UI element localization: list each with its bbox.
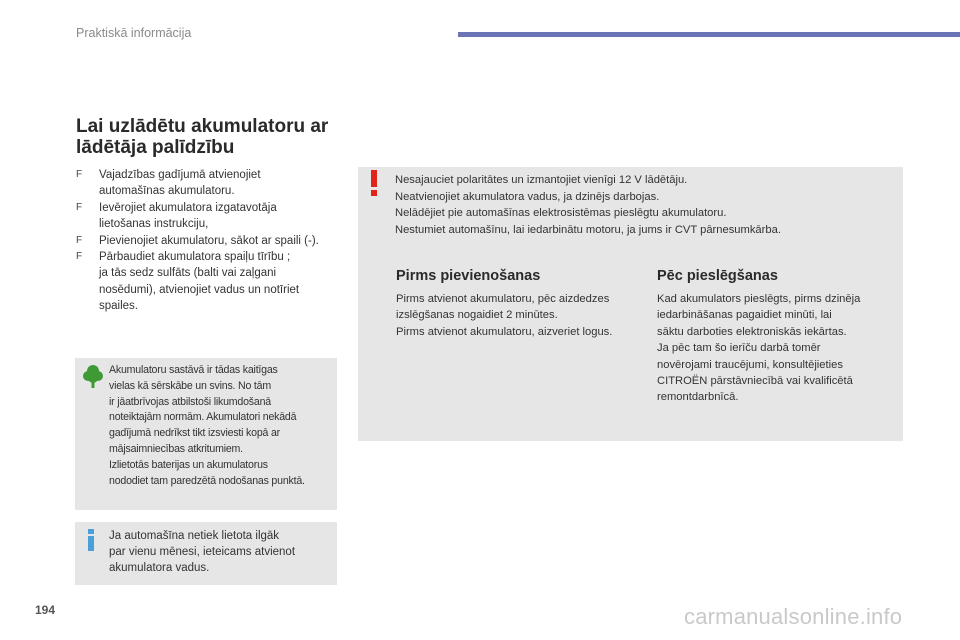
section-title: Praktiskā informācija	[76, 26, 192, 40]
page-number: 194	[35, 603, 56, 617]
note-line: ir jāatbrīvojas atbilstoši likumdošanā	[109, 395, 271, 408]
step-text-line: Pārbaudiet akumulatora spaiļu tīrību ;	[99, 251, 291, 264]
warning-line: Nestumiet automašīnu, lai iedarbinātu motoru, ja jums ir CVT pārnesumkārba.	[395, 223, 781, 236]
step-item	[76, 200, 348, 233]
step-bullet: F	[76, 234, 83, 246]
info-note-text	[109, 528, 329, 576]
after-line: Kad akumulators pieslēgts, pirms dzinēja	[657, 293, 861, 305]
environment-note-text	[109, 363, 331, 489]
step-item	[76, 249, 348, 315]
step-text-line: Pievienojiet akumulatoru, sākot ar spaili (-).	[99, 234, 319, 247]
step-bullet: F	[76, 169, 83, 180]
before-connecting-heading: Pirms pievienošanas	[396, 268, 541, 284]
step-text-line: ja tās sedz sulfāts (balti vai zaļgani	[99, 267, 277, 280]
warning-icon	[370, 170, 378, 196]
after-line: iedarbināšanas pagaidiet minūti, lai	[657, 309, 832, 322]
note-line: akumulatora vadus.	[109, 562, 210, 574]
after-connecting-heading: Pēc pieslēgšanas	[657, 268, 778, 284]
step-bullet: F	[76, 201, 83, 213]
step-item	[76, 233, 348, 249]
note-line: Izlietotās baterijas un akumulatorus	[109, 458, 268, 471]
step-text-line: nosēdumi), atvienojiet vadus un notīriet	[99, 283, 300, 296]
after-line: Ja pēc tam šo ierīču darbā tomēr	[657, 342, 821, 355]
warning-line: Neatvienojiet akumulatora vadus, ja dzinējs darbojas.	[395, 190, 660, 203]
step-text-line: Ievērojiet akumulatora izgatavotāja	[99, 201, 277, 214]
steps-list	[76, 167, 348, 315]
leaf-icon	[83, 364, 103, 388]
note-line: mājsaimniecības atkritumiem.	[109, 442, 243, 455]
before-connecting-text	[396, 291, 641, 340]
before-line: Pirms atvienot akumulatoru, pēc aizdedzes	[396, 293, 610, 305]
after-line: sāktu darboties elektroniskās iekārtas.	[657, 325, 847, 338]
after-line: CITROËN pārstāvniecībā vai kvalificētā	[657, 375, 853, 388]
note-line: nododiet tam paredzētā nodošanas punktā.	[109, 474, 305, 487]
step-text-line: lietošanas instrukciju,	[99, 218, 209, 231]
step-bullet: F	[76, 251, 83, 263]
note-line: Ja automašīna netiek lietota ilgāk	[109, 530, 280, 542]
step-item	[76, 167, 348, 200]
environment-note-box	[75, 358, 337, 510]
warning-line: Nesajauciet polaritātes un izmantojiet vienīgi 12 V lādētāju.	[395, 174, 688, 186]
info-icon	[87, 529, 95, 551]
after-line: novērojami traucējumi, konsultējieties	[657, 358, 843, 371]
before-line: Pirms atvienot akumulatoru, aizveriet logus.	[396, 325, 613, 338]
heading-line-1: Lai uzlādētu akumulatoru ar	[76, 116, 329, 137]
info-note-box	[75, 522, 337, 585]
after-connecting-text	[657, 291, 897, 406]
header-accent-bar	[458, 32, 960, 37]
warning-text	[395, 172, 895, 238]
warning-box	[358, 167, 903, 441]
before-line: izslēgšanas nogaidiet 2 minūtes.	[396, 309, 558, 322]
heading-line-2: lādētāja palīdzību	[76, 137, 235, 158]
watermark: carmanualsonline.info	[684, 604, 903, 629]
note-line: gadījumā nedrīkst tikt izsviesti kopā ar	[109, 427, 280, 440]
note-line: Akumulatoru sastāvā ir tādas kaitīgas	[109, 364, 278, 376]
note-line: vielas kā sērskābe un svins. No tām	[109, 379, 271, 392]
note-line: par vienu mēnesi, ieteicams atvienot	[109, 546, 296, 558]
note-line: noteiktajām normām. Akumulatori nekādā	[109, 411, 297, 424]
step-text-line: automašīnas akumulatoru.	[99, 185, 235, 198]
page-heading	[76, 116, 346, 158]
step-text-line: Vajadzības gadījumā atvienojiet	[99, 169, 261, 181]
warning-line: Nelādējiet pie automašīnas elektrosistēmas pieslēgtu akumulatoru.	[395, 207, 727, 220]
after-line: remontdarbnīcā.	[657, 391, 739, 404]
step-text-line: spailes.	[99, 300, 138, 313]
